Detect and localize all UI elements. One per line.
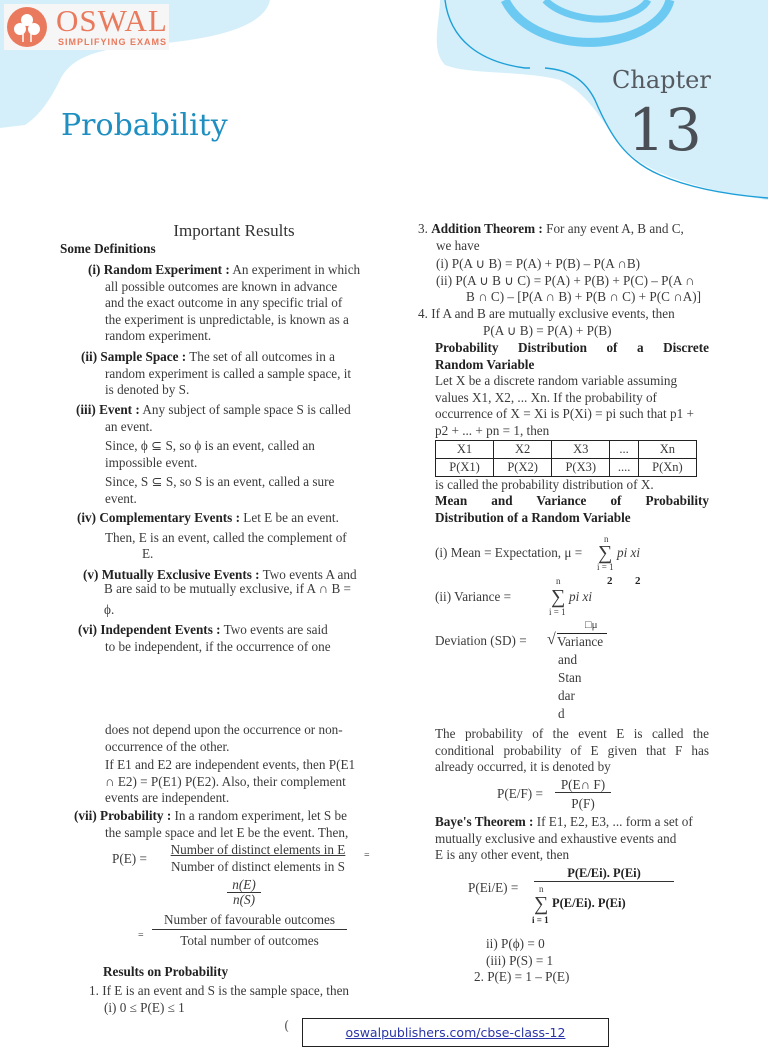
- formula-line: (ii) P(A ∪ B ∪ C) = P(A) + P(B) + P(C) – P(A ∩: [436, 272, 695, 288]
- brand-logo: [4, 4, 169, 50]
- probability-formula: [112, 842, 382, 960]
- formula-line: P(A ∪ B) = P(A) + P(B): [483, 322, 612, 338]
- def-text: ∩ E2) = P(E1) P(E2). Also, their complement: [105, 773, 346, 789]
- page-title: Probability: [61, 108, 228, 143]
- theorem-term: Addition Theorem :: [431, 221, 543, 236]
- theorem-text: If E1, E2, E3, ... form a set of: [536, 814, 693, 829]
- fraction-numerator: P(E∩ F): [555, 777, 611, 793]
- result-text: 1. If E is an event and S is the sample space, then: [89, 983, 350, 998]
- def-text: Let E be an event.: [243, 510, 339, 525]
- sigma-icon: ∑: [598, 542, 613, 564]
- brand-tagline: SIMPLIFYING EXAMS: [58, 37, 168, 47]
- superscript: 2: [607, 575, 613, 587]
- body-text: already occurred, it is denoted by: [435, 759, 611, 775]
- def-term: Independent Events :: [100, 622, 221, 637]
- def-number: (iii): [76, 402, 96, 417]
- word-fragment: d: [558, 706, 565, 721]
- formula-label: Deviation (SD) =: [435, 633, 527, 648]
- def-text: event.: [105, 490, 137, 506]
- chapter-number: 13: [628, 96, 702, 164]
- definition-sample-space: [81, 349, 378, 399]
- mu-symbol: □μ: [585, 619, 598, 631]
- def-text: impossible event.: [105, 454, 198, 470]
- fraction-numerator: P(E/Ei). P(Ei): [534, 866, 674, 882]
- subheading-definitions: Some Definitions: [60, 241, 156, 256]
- conditional-formula: [497, 777, 697, 812]
- theorem-text: For any event A, B and C,: [546, 221, 684, 236]
- theorem-text: mutually exclusive and exhaustive events and: [435, 830, 677, 846]
- def-number: (ii): [81, 349, 98, 364]
- def-text: E.: [142, 546, 154, 562]
- formula-lhs: P(Ei/E) =: [468, 880, 519, 895]
- result-text: (iii) P(S) = 1: [486, 952, 554, 968]
- formula-label: (i) Mean = Expectation, μ =: [435, 545, 583, 560]
- def-text: the experiment is unpredictable, is known as a: [105, 311, 349, 327]
- table-cell: X2: [494, 440, 552, 458]
- theorem-text: E is any other event, then: [435, 847, 570, 863]
- fraction-denominator: P(F): [571, 796, 595, 811]
- def-text: Any subject of sample space S is called: [142, 402, 351, 417]
- fraction: [555, 777, 611, 811]
- probability-distribution-section: [435, 340, 709, 526]
- def-term: Mutually Exclusive Events :: [101, 567, 260, 582]
- fraction-denominator: n(S): [233, 892, 255, 907]
- section-heading: Important Results: [173, 221, 295, 240]
- sum-upper: n: [556, 576, 561, 586]
- table-cell: ...: [610, 440, 639, 458]
- def-text: is denoted by S.: [105, 382, 190, 398]
- formula-label: (ii) Variance =: [435, 589, 512, 604]
- fraction-denominator: P(E/Ei). P(Ei): [552, 896, 626, 910]
- table-cell: X1: [436, 440, 494, 458]
- def-number: (v): [83, 567, 99, 582]
- left-column: [60, 221, 378, 258]
- sum-lower: i = 1: [597, 562, 614, 572]
- table-row: [436, 458, 697, 476]
- results-heading: [103, 964, 378, 981]
- sd-fragments: [558, 651, 581, 723]
- body-text: conditional probability of E given that F has: [435, 742, 709, 758]
- superscript: 2: [635, 575, 641, 587]
- theorem-term: Baye's Theorem :: [435, 814, 534, 829]
- theorem-text: 4. If A and B are mutually exclusive events, then: [418, 305, 675, 321]
- definition-mutually-exclusive: [83, 568, 378, 617]
- fraction-numerator: n(E): [227, 878, 261, 893]
- body-text: Let X be a discrete random variable assuming: [435, 373, 678, 389]
- sum-upper: n: [539, 884, 544, 894]
- table-row: [436, 440, 697, 458]
- def-term: Probability :: [100, 808, 172, 823]
- sigma-icon: ∑: [534, 893, 549, 915]
- def-term: Sample Space :: [100, 349, 187, 364]
- def-text: events are independent.: [105, 790, 230, 806]
- table-cell: P(X3): [552, 458, 610, 476]
- right-blob: [437, 0, 768, 200]
- result-text: ii) P(ϕ) = 0: [486, 936, 545, 951]
- bayes-theorem: [435, 814, 709, 864]
- table-cell: Xn: [638, 440, 696, 458]
- def-text: B are said to be mutually exclusive, if A ∩ B =: [104, 581, 351, 596]
- def-text: If E1 and E2 are independent events, then P(E1: [105, 757, 356, 773]
- formula-expr: pi xi: [617, 545, 641, 560]
- table-cell: ....: [610, 458, 639, 476]
- equals-sign: =: [138, 930, 144, 941]
- word-fragment: dar: [558, 688, 575, 703]
- def-text: Two events are said: [223, 622, 328, 637]
- fraction-numerator: Number of distinct elements in E: [170, 842, 346, 857]
- table-cell: P(X2): [494, 458, 552, 476]
- result-text: (i) 0 ≤ P(E) ≤ 1: [104, 999, 185, 1015]
- word-fragment: Stan: [558, 670, 582, 685]
- formula-line: (i) P(A ∪ B) = P(A) + P(B) – P(A ∩B): [436, 256, 641, 272]
- def-text: The set of all outcomes in a: [189, 349, 335, 364]
- def-text: and the exact outcome in any specific trial of: [105, 295, 343, 311]
- distribution-table: [435, 440, 697, 477]
- sigma-icon: ∑: [551, 586, 566, 608]
- def-text: all possible outcomes are known in advance: [105, 278, 338, 294]
- body-text: occurrence of X = Xi is P(Xi) = pi such that p1 +: [435, 406, 694, 422]
- sqrt-content: Variance: [557, 633, 607, 651]
- def-text: does not depend upon the occurrence or non-: [105, 722, 343, 737]
- def-term: Complementary Events :: [99, 510, 240, 525]
- definition-random-experiment: [88, 262, 378, 345]
- body-text: The probability of the event E is called the: [435, 726, 709, 741]
- fraction-numerator: Number of favourable outcomes: [152, 912, 347, 930]
- fraction-outcomes: [152, 912, 347, 948]
- def-text: to be independent, if the occurrence of one: [105, 638, 331, 654]
- table-cell: P(X1): [436, 458, 494, 476]
- sqrt-icon: √: [547, 631, 556, 648]
- section-heading: Mean and Variance of Probability: [435, 493, 709, 509]
- sd-formula: [435, 620, 709, 724]
- def-text: An experiment in which: [232, 262, 361, 277]
- def-text: In a random experiment, let S be: [174, 808, 347, 823]
- sum-upper: n: [604, 534, 609, 544]
- def-text: the sample space and let E be the event. Then,: [105, 824, 349, 840]
- def-text: an event.: [105, 418, 153, 434]
- sum-lower: i = 1: [549, 607, 566, 617]
- sum-lower: i = 1: [532, 915, 549, 925]
- formula-line: B ∩ C) – [P(A ∩ B) + P(B ∩ C) + P(C ∩A)]: [466, 289, 702, 305]
- formula-lhs: P(E/F) =: [497, 786, 543, 801]
- mean-formula: [435, 534, 709, 572]
- def-text: occurrence of the other.: [105, 738, 230, 754]
- fraction-n: [227, 878, 261, 907]
- def-number: (vi): [78, 622, 98, 637]
- equals-sign: =: [364, 850, 370, 861]
- def-text: Then, E is an event, called the complement of: [105, 529, 347, 545]
- brand-name: OSWAL: [56, 3, 168, 38]
- fraction-denominator: Number of distinct elements in S: [171, 859, 345, 874]
- section-heading: Distribution of a Random Variable: [435, 509, 631, 525]
- def-term: Random Experiment :: [103, 262, 230, 277]
- fraction-distinct: [158, 842, 358, 874]
- addition-theorem: [418, 221, 710, 339]
- result-1: [89, 983, 389, 1016]
- word-fragment: and: [558, 652, 578, 667]
- def-number: (i): [88, 262, 101, 277]
- definition-event: [76, 402, 378, 508]
- def-text: random experiment is called a sample space, it: [105, 365, 352, 381]
- section-heading: Random Variable: [435, 356, 535, 372]
- definition-probability: [74, 808, 378, 841]
- probability-results-tail: [474, 936, 674, 986]
- table-cell: P(Xn): [638, 458, 696, 476]
- definition-complementary-events: [77, 510, 378, 563]
- theorem-text: we have: [436, 237, 480, 253]
- logo-emblem-icon: [4, 4, 50, 50]
- table-cell: X3: [552, 440, 610, 458]
- body-text: values X1, X2, ... Xn. If the probability of: [435, 389, 657, 405]
- def-text: Since, ϕ ⊆ S, so ϕ is an event, called an: [105, 438, 315, 454]
- item-number: 3.: [418, 221, 428, 236]
- def-number: (vii): [74, 808, 97, 823]
- def-text: Two events A and: [262, 567, 357, 582]
- def-text: ϕ.: [104, 602, 115, 617]
- result-text: 2. P(E) = 1 – P(E): [474, 969, 570, 985]
- footer-link-box: [302, 1018, 609, 1047]
- results-title: Results on Probability: [103, 964, 229, 979]
- definition-independent-events: [78, 622, 378, 655]
- formula-lhs: P(E) =: [112, 851, 147, 866]
- stray-parenthesis: (: [284, 1019, 290, 1034]
- body-text: is called the probability distribution of X.: [435, 476, 654, 492]
- conditional-probability: [435, 726, 709, 776]
- def-number: (iv): [77, 510, 97, 525]
- body-text: p2 + ... + pn = 1, then: [435, 422, 550, 438]
- def-term: Event :: [99, 402, 140, 417]
- website-link[interactable]: oswalpublishers.com/cbse-class-12: [345, 1025, 566, 1040]
- independent-continuation: [105, 722, 378, 807]
- section-heading: Probability Distribution of a Discrete: [435, 340, 709, 355]
- fraction-denominator: Total number of outcomes: [180, 933, 319, 948]
- variance-formula: [435, 576, 709, 616]
- formula-expr: pi xi: [569, 589, 593, 604]
- chapter-label: Chapter: [612, 66, 711, 94]
- def-text: Since, S ⊆ S, so S is an event, called a sure: [105, 474, 335, 490]
- bayes-formula: [468, 866, 708, 930]
- def-text: random experiment.: [105, 328, 212, 344]
